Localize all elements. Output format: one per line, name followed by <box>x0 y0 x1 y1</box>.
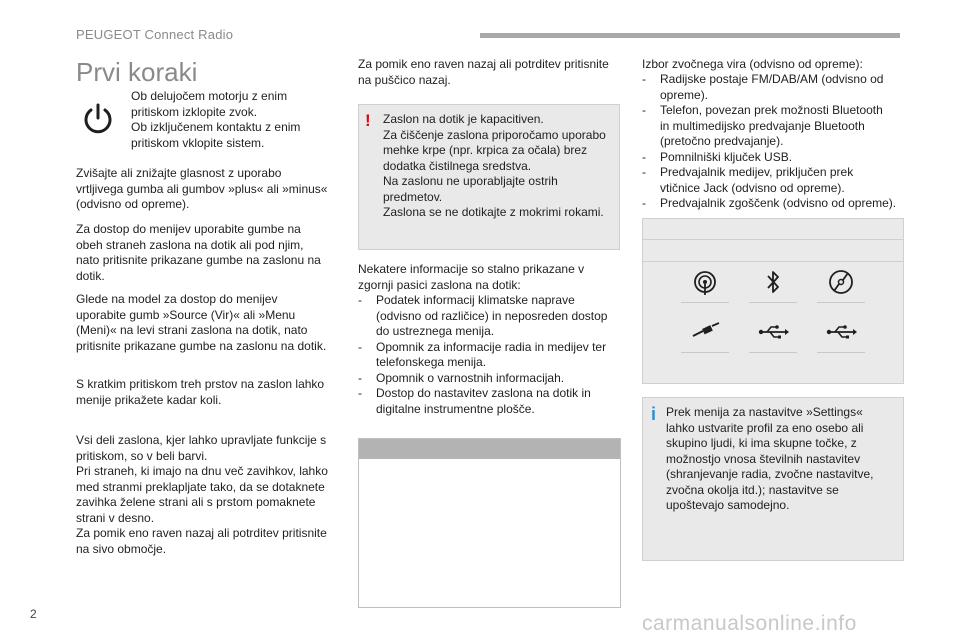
screen-image-bar <box>359 439 620 459</box>
list-item: - Pomnilniški ključek USB. <box>642 149 793 164</box>
page-number: 2 <box>30 607 37 621</box>
warning-box <box>358 104 620 250</box>
list-item: - Predvajalnik zgoščenk (odvisno od opreme). <box>642 196 897 210</box>
list-item: - Opomnik za informacije radia in medijev ter telefonskega menija. <box>358 339 607 369</box>
header-title: PEUGEOT Connect Radio <box>76 27 234 42</box>
paragraph-touch-areas: Vsi deli zaslona, kjer lahko upravljate funkcije s pritiskom, so v beli barvi. Pri straneh, ki imajo na dnu več zavihkov, lahko med stranmi preklapljate tako, da se dotaknete zavihka želene strani ali s prstom pomaknete strani v desno. Za pomik eno raven nazaj ali potrditev pritisnite na sivo območje. <box>76 433 328 556</box>
info-text: Prek menija za nastavitve »Settings« lahko ustvarite profil za eno osebo ali skupino ljudi, ki ima skupne točke, z možnostjo vnosa številnih nastavitev (shranjevanje radia, zvočne nastavitve, zvočna okolja itd.); nastavitve se upoštevajo samodejno. <box>666 405 874 512</box>
screen-image-frame <box>358 438 621 608</box>
usb-icon <box>749 313 797 353</box>
list-item: - Radijske postaje FM/DAB/AM (odvisno od opreme). <box>642 72 884 102</box>
paragraph-sound-source: Izbor zvočnega vira (odvisno od opreme): <box>642 57 863 71</box>
source-icons-panel <box>642 218 904 384</box>
bluetooth-icon <box>749 263 797 303</box>
info-icon: i <box>651 404 657 424</box>
sound-source-list <box>642 72 912 212</box>
panel-divider <box>643 239 903 240</box>
power-text: Ob delujočem motorju z enim pritiskom izklopite zvok. Ob izključenem kontaktu z enim pritiskom vklopite sistem. <box>131 89 301 150</box>
paragraph-three-fingers: S kratkim pritiskom treh prstov na zaslon lahko menije prikažete kadar koli. <box>76 377 325 407</box>
list-item: - Telefon, povezan prek možnosti Bluetooth in multimedijsko predvajanje Bluetooth (pretočno predvajanje). <box>642 103 883 148</box>
warning-text: Zaslon na dotik je kapacitiven. Za čiščenje zaslona priporočamo uporabo mehke krpe (npr. krpica za očala) brez dodatka čistilnega sredstva. Na zaslonu ne uporabljajte ostrih predmetov. Zaslona se ne dotikajte z mokrimi rokami. <box>383 112 606 219</box>
watermark: carmanualsonline.info <box>642 612 857 635</box>
paragraph-source-menu: Glede na model za dostop do menijev uporabite gumb »Source (Vir)« ali »Menu (Meni)« na levi strani zaslona na dotik, nato pritisnite prikazane gumbe na zaslonu na dotik. <box>76 292 327 353</box>
radio-icon <box>681 263 729 303</box>
warning-icon: ! <box>365 111 371 130</box>
cd-icon <box>817 263 865 303</box>
list-item: - Dostop do nastavitev zaslona na dotik in digitalne instrumentne plošče. <box>358 386 591 416</box>
info-box <box>642 397 904 561</box>
top-bar-list <box>358 293 626 417</box>
list-item: - Podatek informacij klimatske naprave (odvisno od različice) in neposreden dostop do ustreznega menija. <box>358 293 608 338</box>
paragraph-volume: Zvišajte ali znižajte glasnost z uporabo vrtljivega gumba ali gumbov »plus« ali »minus« (odvisno od opreme). <box>76 166 328 211</box>
paragraph-back-arrow: Za pomik eno raven nazaj ali potrditev pritisnite na puščico nazaj. <box>358 57 609 87</box>
header-bar <box>480 33 900 38</box>
power-icon <box>80 101 116 137</box>
list-item: - Predvajalnik medijev, priključen prek vtičnice Jack (odvisno od opreme). <box>642 165 854 195</box>
paragraph-top-bar: Nekatere informacije so stalno prikazane v zgornji pasici zaslona na dotik: <box>358 262 585 292</box>
usb-icon <box>817 313 865 353</box>
jack-icon <box>681 313 729 353</box>
panel-divider <box>643 261 903 262</box>
paragraph-menus: Za dostop do menijev uporabite gumbe na obeh straneh zaslona na dotik ali pod njim, nato pritisnite prikazane gumbe na zaslonu na dotik. <box>76 222 321 283</box>
list-item: - Opomnik o varnostnih informacijah. <box>358 370 565 385</box>
page-title: Prvi koraki <box>76 57 198 87</box>
